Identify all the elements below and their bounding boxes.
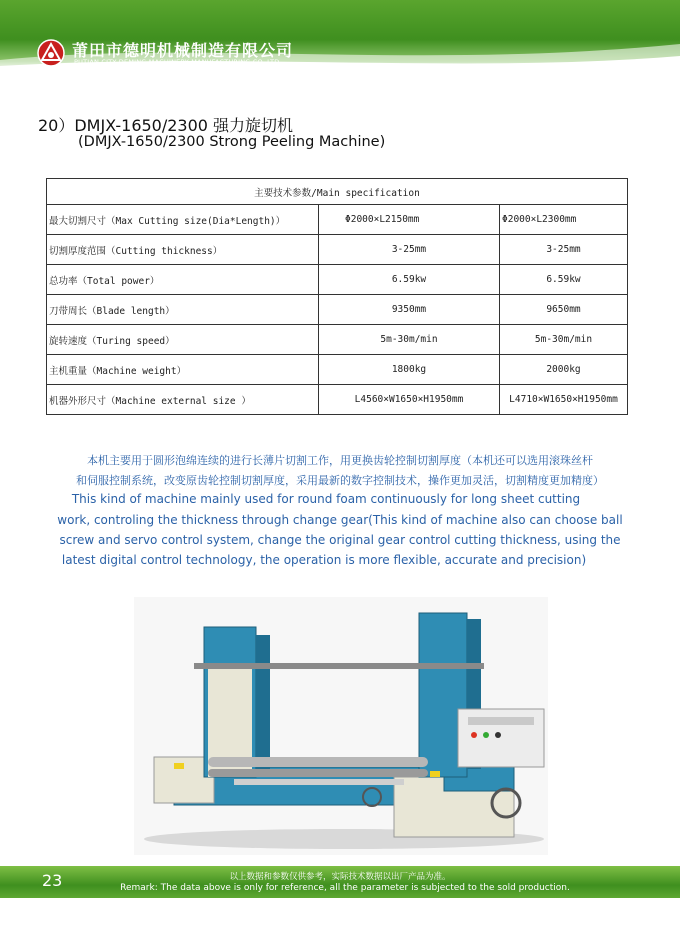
description-en-line-3: screw and servo control system, change the original gear control cutting thickness, using the bbox=[59, 533, 621, 547]
table-row bbox=[47, 295, 628, 325]
param-cell: 刀带周长（Blade length） bbox=[47, 295, 319, 325]
description-en-line-4: latest digital control technology, the operation is more flexible, accurate and precision) bbox=[61, 553, 587, 567]
peeling-machine-illustration bbox=[134, 597, 548, 855]
description-cn-line-2: 和伺服控制系统，改变原齿轮控制切割厚度，采用最新的数字控制技术，操作更加灵活，切割精度更加精度） bbox=[76, 474, 604, 487]
footer-note-en: Remark: The data above is only for reference, all the parameter is subjected to the sold production. bbox=[120, 883, 570, 893]
value-cell-1650: 6.59kw bbox=[319, 265, 500, 295]
table-row bbox=[47, 205, 628, 235]
value-cell-2300: 9650mm bbox=[500, 295, 628, 325]
value-cell-2300: 5m-30m/min bbox=[500, 325, 628, 355]
description-en-line-1: This kind of machine mainly used for round foam continuously for long sheet cutting bbox=[71, 492, 581, 506]
table-row bbox=[47, 385, 628, 415]
value-cell-1650: Φ2000×L2150mm bbox=[319, 205, 500, 235]
company-name-en: PUTIAN CITY DEMING MACHINERY MANUFACTURING CO.,LTD. bbox=[74, 58, 282, 66]
description-cn-line-1: 本机主要用于圆形泡绵连续的进行长薄片切割工作，用更换齿轮控制切割厚度（本机还可以选用滚珠丝杆 bbox=[87, 454, 593, 467]
value-cell-2300: 6.59kw bbox=[500, 265, 628, 295]
company-name-cn: 莆田市德明机械制造有限公司 bbox=[72, 41, 294, 60]
footer-band bbox=[0, 866, 680, 898]
param-cell: 机器外形尺寸（Machine external size ） bbox=[47, 385, 319, 415]
page-number: 23 bbox=[42, 871, 63, 890]
machine-photo bbox=[134, 597, 548, 855]
table-row bbox=[47, 325, 628, 355]
page-subtitle: (DMJX-1650/2300 Strong Peeling Machine) bbox=[78, 134, 386, 150]
param-cell: 切割厚度范围（Cutting thickness） bbox=[47, 235, 319, 265]
value-cell-2300: Φ2000×L2300mm bbox=[500, 205, 628, 235]
param-cell: 主机重量（Machine weight） bbox=[47, 355, 319, 385]
page-title: 20）DMJX-1650/2300 强力旋切机 bbox=[38, 116, 294, 135]
table-header-row bbox=[47, 179, 628, 205]
spec-table bbox=[46, 178, 628, 415]
param-cell: 旋转速度（Turing speed） bbox=[47, 325, 319, 355]
footer-note-cn: 以上数据和参数仅供参考，实际技术数据以出厂产品为准。 bbox=[229, 872, 451, 882]
value-cell-1650: L4560×W1650×H1950mm bbox=[319, 385, 500, 415]
value-cell-1650: 3-25mm bbox=[319, 235, 500, 265]
param-cell: 总功率（Total power） bbox=[47, 265, 319, 295]
gear-triangle-logo-icon bbox=[36, 38, 66, 68]
header-band bbox=[0, 0, 680, 72]
value-cell-1650: 9350mm bbox=[319, 295, 500, 325]
value-cell-1650: 1800kg bbox=[319, 355, 500, 385]
value-cell-1650: 5m-30m/min bbox=[319, 325, 500, 355]
table-row bbox=[47, 265, 628, 295]
value-cell-2300: 3-25mm bbox=[500, 235, 628, 265]
value-cell-2300: 2000kg bbox=[500, 355, 628, 385]
table-row bbox=[47, 235, 628, 265]
table-header: 主要技术参数/Main specification bbox=[47, 179, 628, 205]
description-en-line-2: work, controling the thickness through change gear(This kind of machine also can choose ball bbox=[57, 513, 623, 527]
table-row bbox=[47, 355, 628, 385]
param-cell: 最大切割尺寸（Max Cutting size(Dia*Length)） bbox=[47, 205, 319, 235]
value-cell-2300: L4710×W1650×H1950mm bbox=[500, 385, 628, 415]
